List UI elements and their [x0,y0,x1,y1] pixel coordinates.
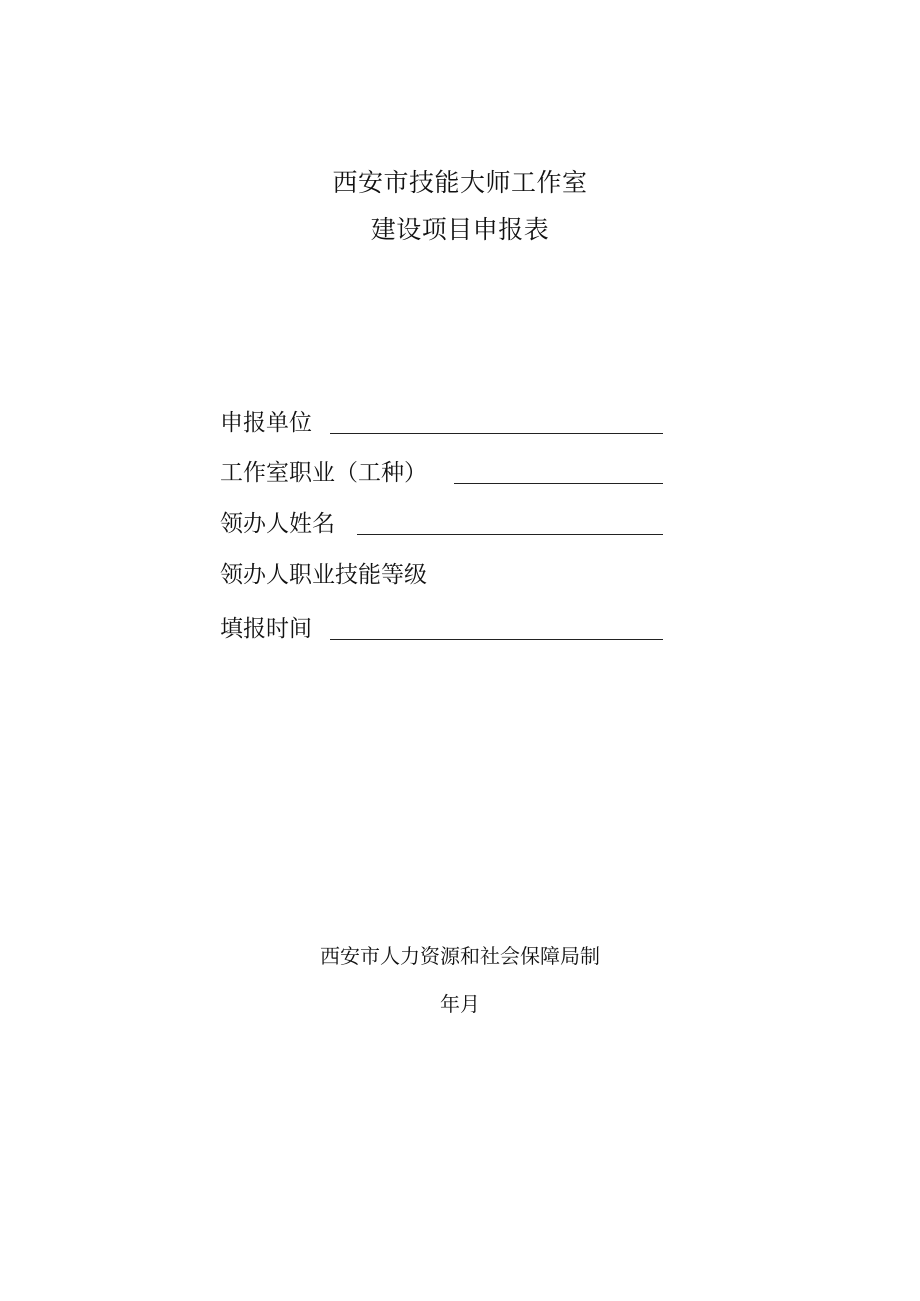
leader-name-fill-line [357,534,663,535]
field-row-occupation [220,456,427,490]
issue-date-text: 年月 [440,992,480,1016]
applicant-unit-fill-line [330,433,663,434]
fill-date-label: 填报时间 [220,616,312,642]
field-row-leader-skill-level [220,558,427,592]
fill-date-fill-line [330,639,663,640]
document-title-line-2: 建设项目申报表 [370,215,550,244]
leader-skill-level-label: 领办人职业技能等级 [220,562,427,588]
field-row-applicant-unit [220,406,312,440]
leader-name-label: 领办人姓名 [220,511,335,537]
field-row-leader-name [220,507,335,541]
field-row-fill-date [220,612,312,646]
issuer-text: 西安市人力资源和社会保障局制 [320,944,600,968]
occupation-label: 工作室职业（工种） [220,460,427,486]
document-title-line-1: 西安市技能大师工作室 [332,168,588,197]
applicant-unit-label: 申报单位 [220,410,312,436]
occupation-fill-line [454,483,663,484]
